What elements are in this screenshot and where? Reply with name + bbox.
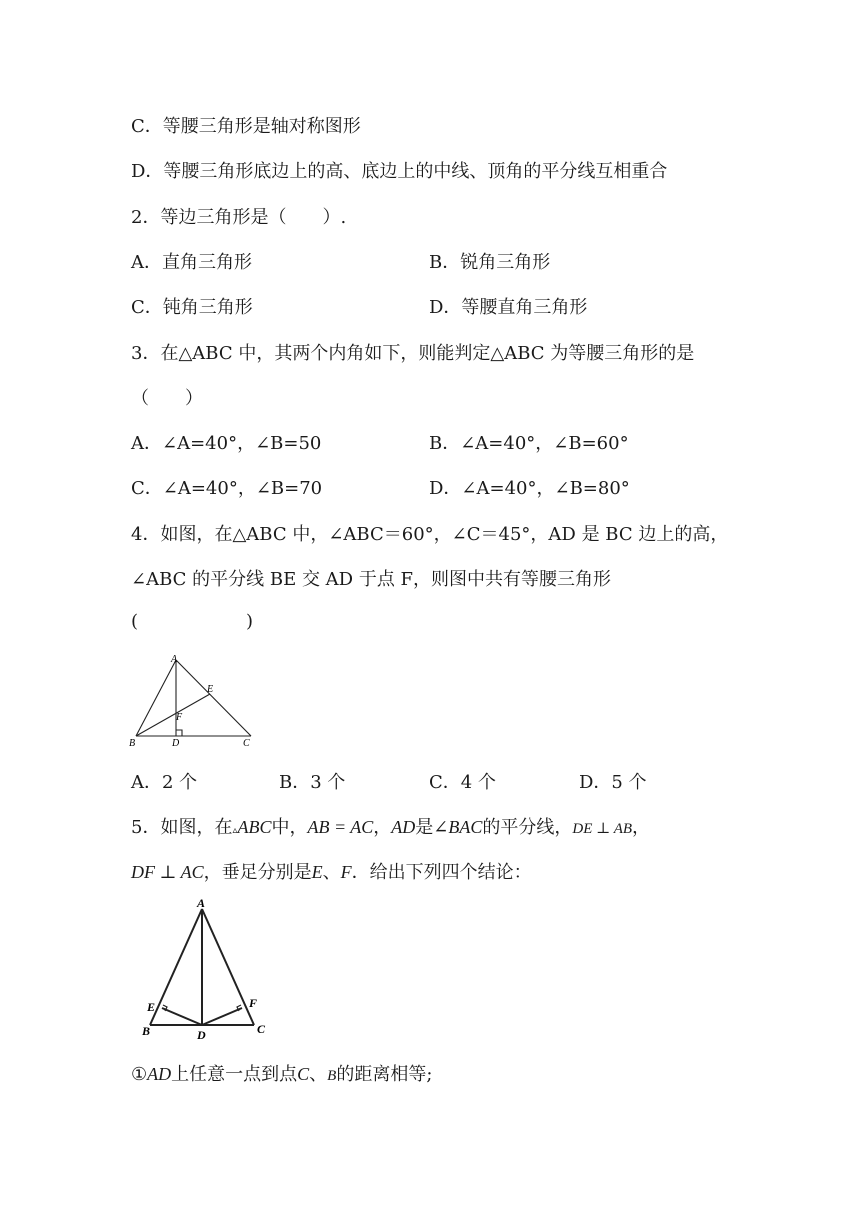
q4-label-a: A	[171, 654, 178, 665]
q5-item-text: 的距离相等;	[336, 1064, 433, 1085]
q5-label-f: F	[249, 996, 258, 1010]
q5-math-de-perp-ab: DE ⊥ AB	[572, 821, 633, 837]
q3-option-b: B．∠A=40°，∠B=60°	[429, 433, 629, 454]
q2-option-d: D．等腰直角三角形	[429, 297, 588, 318]
q4-label-c: C	[243, 738, 250, 749]
q1-option-c: C．等腰三角形是轴对称图形	[131, 116, 361, 137]
q2-option-c: C．钝角三角形	[131, 297, 253, 318]
q5-label-e: E	[147, 1000, 156, 1014]
q3-option-d: D．∠A=40°，∠B=80°	[429, 478, 630, 499]
q5-text: ，	[373, 817, 392, 838]
q5-item-math-c: C	[297, 1064, 310, 1084]
q3-option-c: C．∠A=40°，∠B=70	[131, 478, 323, 499]
q4-stem-line1: 4．如图，在△ABC 中，∠ABC＝60°，∠C＝45°，AD 是 BC 边上的高，	[131, 524, 729, 545]
q4-label-e: E	[207, 684, 214, 695]
q5-label-a: A	[197, 896, 206, 910]
q5-perp-de	[162, 1008, 202, 1025]
q5-perp-df	[202, 1008, 242, 1025]
q5-math-ab-eq-ac: AB = AC	[307, 817, 374, 837]
q5-text: 、	[322, 862, 341, 883]
q4-option-d: D．5 个	[579, 772, 647, 793]
q5-math-angle-bac: ∠BAC	[433, 817, 483, 837]
q5-text: 的平分线，	[482, 817, 573, 838]
q1-option-d: D．等腰三角形底边上的高、底边上的中线、顶角的平分线互相重合	[131, 161, 668, 182]
q5-text: 是	[415, 817, 434, 838]
q5-label-b: B	[142, 1024, 151, 1038]
q4-figure	[126, 650, 266, 750]
q5-figure	[136, 893, 276, 1043]
q4-label-f: F	[176, 712, 183, 723]
q2-stem: 2．等边三角形是（ ）.	[131, 207, 347, 228]
q3-stem: 3．在△ABC 中，其两个内角如下，则能判定△ABC 为等腰三角形的是	[131, 343, 695, 364]
q5-triangle-symbol: ▵	[232, 825, 238, 836]
q5-conclusion-1	[131, 1062, 432, 1088]
q5-text: ，	[632, 817, 651, 838]
q4-option-a: A．2 个	[131, 772, 198, 793]
q3-paren: （ ）	[131, 388, 203, 409]
q2-option-a: A．直角三角形	[131, 252, 252, 273]
q5-text: ．给出下列四个结论：	[351, 862, 532, 883]
q5-item-number: ①	[131, 1064, 148, 1085]
q4-paren: ( )	[131, 611, 254, 632]
q5-label-c: C	[257, 1022, 266, 1036]
q4-stem-line2: ∠ABC 的平分线 BE 交 AD 于点 F，则图中共有等腰三角形	[131, 569, 612, 590]
q5-math-abc: ABC	[237, 817, 272, 837]
q5-text: ，垂足分别是	[203, 862, 312, 883]
q5-text: 中，	[271, 817, 308, 838]
q3-option-a: A．∠A=40°，∠B=50	[131, 433, 322, 454]
q2-option-b: B．锐角三角形	[429, 252, 551, 273]
q4-option-c: C．4 个	[429, 772, 496, 793]
q5-math-ad: AD	[391, 817, 416, 837]
q4-right-angle-mark	[176, 730, 182, 736]
q5-stem-line1	[131, 815, 650, 843]
q5-text: 5．如图，在	[131, 817, 233, 838]
q5-side-ac	[202, 909, 254, 1025]
q4-option-b: B．3 个	[279, 772, 346, 793]
q5-item-text: 上任意一点到点	[171, 1064, 298, 1085]
q5-item-math-b: B	[327, 1068, 337, 1084]
q4-label-b: B	[129, 738, 136, 749]
q4-side-ac	[176, 660, 251, 736]
q5-math-f: F	[340, 862, 352, 882]
q5-item-math-ad: AD	[147, 1064, 172, 1084]
q5-math-e: E	[311, 862, 323, 882]
q5-side-ab	[150, 909, 202, 1025]
q5-item-text: 、	[309, 1064, 328, 1085]
q5-stem-line2	[131, 860, 532, 885]
q5-math-df-perp-ac: DF ⊥ AC	[131, 862, 204, 882]
q4-label-d: D	[172, 738, 180, 749]
q5-label-d: D	[197, 1028, 206, 1042]
